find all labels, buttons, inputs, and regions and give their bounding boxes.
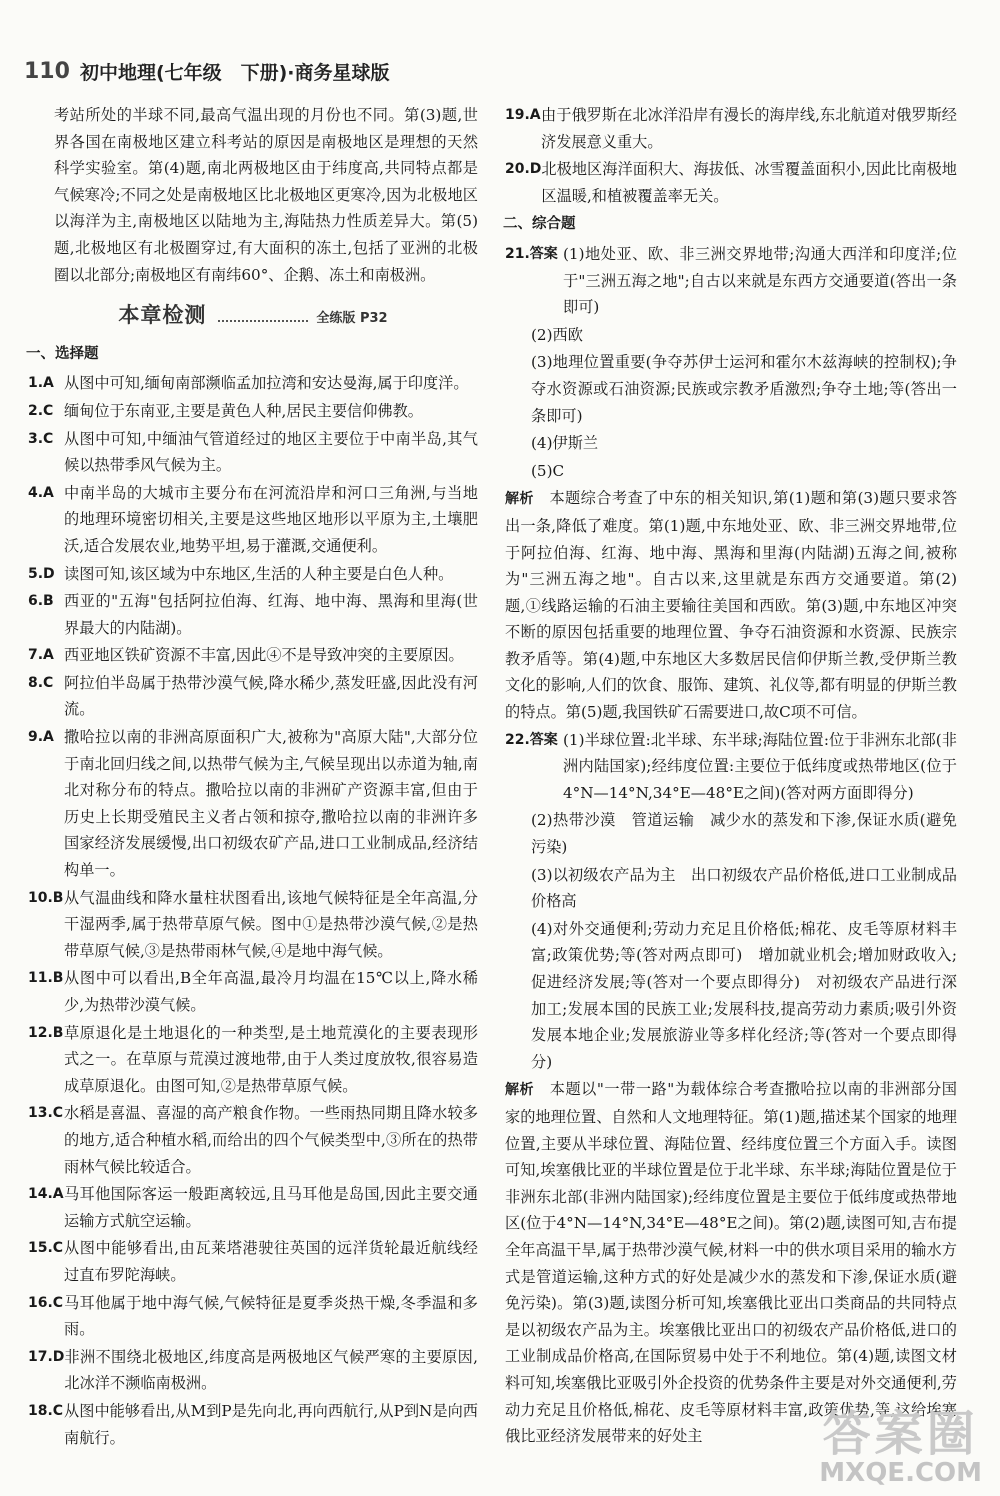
answer-part: (3)以初级农产品为主 出口初级农产品价格低,进口工业制成品价格高 bbox=[531, 865, 957, 911]
answer-item bbox=[28, 588, 478, 641]
answer-text: 从图中能够看出,从M到P是先向北,再向西航行,从P到N是向西南航行。 bbox=[64, 1401, 478, 1447]
question-number: 16.C bbox=[28, 1294, 64, 1311]
answer-text: 水稻是喜温、喜湿的高产粮食作物。一些雨热同期且降水较多的地方,适合种植水稻,而给出的四个气候类型中,③所在的热带雨林气候比较适合。 bbox=[64, 1104, 478, 1176]
analysis-label: 解析 bbox=[505, 491, 534, 508]
answer-part: (3)地理位置重要(争夺苏伊士运河和霍尔木兹海峡的控制权);争夺水资源或石油资源;民族或宗教矛盾激烈;争夺土地;等(答出一条即可) bbox=[531, 353, 957, 425]
book-title: 初中地理(七年级 下册)·商务星球版 bbox=[79, 62, 390, 84]
intro-paragraph: 考站所处的半球不同,最高气温出现的月份也不同。第(3)题,世界各国在南极地区建立科考站的原因是南极地区是理想的天然科学实验室。第(4)题,南北两极地区由于纬度高,共同特点都是气候寒冷;不同之处是南极地区比北极地区更寒冷,因为北极地区以海洋为主,南极地区以陆地为主,海陆热力性质差异大。第(5)题,北极地区有北极圈穿过,有大面积的冻土,包括了亚洲的北极圈以北部分;南极地区有南纬60°、企鹅、冻土和南极洲。 bbox=[54, 106, 478, 284]
question-number: 8.C bbox=[28, 674, 54, 691]
page-header bbox=[24, 58, 390, 85]
answer-text: 西亚地区铁矿资源不丰富,因此④不是导致冲突的主要原因。 bbox=[64, 646, 464, 665]
answer-item bbox=[28, 1100, 478, 1180]
watermark-url: MXQE.COM bbox=[819, 1458, 982, 1488]
answer-text: 从图中可以看出,B全年高温,最冷月均温在15℃以上,降水稀少,为热带沙漠气候。 bbox=[64, 969, 478, 1014]
answer-item bbox=[28, 885, 478, 965]
question-22 bbox=[505, 727, 957, 807]
answer-text: 阿拉伯半岛属于热带沙漠气候,降水稀少,蒸发旺盛,因此没有河流。 bbox=[64, 673, 478, 719]
question-number: 18.C bbox=[28, 1402, 64, 1419]
question-number: 3.C bbox=[28, 430, 54, 447]
answer-text: 草原退化是土地退化的一种类型,是土地荒漠化的主要表现形式之一。在草原与荒漠过渡地带,由于人类过度放牧,很容易造成草原退化。由图可知,②是热带草原气候。 bbox=[64, 1023, 478, 1095]
answer-text: 从图中可知,缅甸南部濒临孟加拉湾和安达曼海,属于印度洋。 bbox=[64, 374, 469, 393]
answer-item bbox=[505, 156, 957, 209]
answer-item bbox=[28, 724, 478, 884]
analysis-text: 本题综合考查了中东的相关知识,第(1)题和第(3)题只要求答出一条,降低了难度。第(1)题,中东地处亚、欧、非三洲交界地带,位于阿拉伯海、红海、地中海、黑海和里海(内陆湖)五海之间,被称为"三洲五海之地"。自古以来,这里就是东西方交通要道。第(2)题,①线路运输的石油主要输往美国和西欧。第(3)题,中东地区冲突不断的原因包括重要的地理位置、争夺石油资源和水资源、民族宗教矛盾等。第(4)题,中东地区大多数居民信仰伊斯兰教,受伊斯兰教文化的影响,人们的饮食、服饰、建筑、礼仪等,都有明显的伊斯兰教的特点。第(5)题,我国铁矿石需要进口,故C项不可信。 bbox=[505, 489, 958, 722]
answer-text: 西亚的"五海"包括阿拉伯海、红海、地中海、黑海和里海(世界最大的内陆湖)。 bbox=[64, 592, 478, 637]
choice-answer-list bbox=[28, 370, 478, 1451]
answer-item bbox=[28, 670, 478, 723]
answer-part: (2)西欧 bbox=[531, 325, 583, 344]
choice-answer-list-cont bbox=[505, 102, 957, 209]
section-heading-choice: 一、选择题 bbox=[26, 345, 99, 362]
question-number: 4.A bbox=[28, 484, 54, 501]
answer-item bbox=[28, 1181, 478, 1234]
answer-text: 从气温曲线和降水量柱状图看出,该地气候特征是全年高温,分干湿两季,属于热带草原气候。图中①是热带沙漠气候,②是热带草原气候,③是热带雨林气候,④是地中海气候。 bbox=[64, 888, 478, 960]
question-number: 11.B bbox=[28, 970, 64, 987]
answer-item bbox=[28, 965, 478, 1018]
answer-part: (4)对外交通便利;劳动力充足且价格低;棉花、皮毛等原材料丰富;政策优势;等(答对两点即可) 增加就业机会;增加财政收入;促进经济发展;等(答对一个要点即得分) 对初级农产品进行深加工;发展本国的民族工业;发展科技,提高劳动力素质;吸引外资发展本地企业;发展旅游业等多样化经济;等(答对一个要点即得分) bbox=[531, 919, 957, 1071]
right-column bbox=[505, 102, 957, 1451]
answer-part: (4)伊斯兰 bbox=[531, 434, 599, 453]
answer-item bbox=[28, 1020, 478, 1100]
section-heading-comprehensive: 二、综合题 bbox=[503, 216, 576, 233]
answer-item bbox=[505, 102, 957, 155]
answer-item bbox=[28, 1344, 478, 1397]
question-number: 7.A bbox=[28, 647, 54, 664]
question-number: 12.B bbox=[28, 1024, 64, 1041]
answer-part: (2)热带沙漠 管道运输 减少水的蒸发和下渗,保证水质(避免污染) bbox=[531, 811, 957, 857]
question-number: 22.答案 bbox=[505, 731, 558, 748]
answer-text: 马耳他属于地中海气候,气候特征是夏季炎热干燥,冬季温和多雨。 bbox=[64, 1293, 478, 1339]
answer-item bbox=[28, 370, 478, 397]
answer-text: 马耳他国际客运一般距离较远,且马耳他是岛国,因此主要交通运输方式航空运输。 bbox=[64, 1185, 478, 1230]
answer-text: 非洲不围绕北极地区,纬度高是两极地区气候严寒的主要原因,北冰洋不濒临南极洲。 bbox=[64, 1347, 478, 1393]
analysis-paragraph bbox=[505, 485, 957, 725]
answer-text: 北极地区海洋面积大、海拔低、冰雪覆盖面积小,因此比南极地区温暖,和植被覆盖率无关。 bbox=[541, 160, 957, 205]
answer-item bbox=[28, 1290, 478, 1343]
chapter-title: 本章检测 bbox=[118, 303, 207, 328]
left-column bbox=[28, 102, 478, 1452]
watermark bbox=[819, 1395, 982, 1488]
answer-item bbox=[28, 642, 478, 669]
question-number: 6.B bbox=[28, 593, 54, 610]
question-number: 9.A bbox=[28, 729, 54, 746]
analysis-paragraph bbox=[505, 1076, 957, 1449]
question-number: 19.A bbox=[505, 107, 541, 123]
question-number: 2.C bbox=[28, 402, 54, 419]
chapter-ref: 全练版 P32 bbox=[316, 311, 388, 327]
answer-part: (1)半球位置:北半球、东半球;海陆位置:位于非洲东北部(非洲内陆国家);经纬度位置:主要位于低纬度或热带地区(位于4°N—14°N,34°E—48°E之间)(答对两方面即得分) bbox=[563, 730, 957, 802]
answer-text: 读图可知,该区域为中东地区,生活的人种主要是白色人种。 bbox=[64, 564, 454, 583]
answer-text: 缅甸位于东南亚,主要是黄色人种,居民主要信仰佛教。 bbox=[64, 401, 423, 420]
answer-text: 从图中可知,中缅油气管道经过的地区主要位于中南半岛,其气候以热带季风气候为主。 bbox=[64, 429, 478, 475]
answer-text: 由于俄罗斯在北冰洋沿岸有漫长的海岸线,东北航道对俄罗斯经济发展意义重大。 bbox=[541, 106, 957, 151]
leader-dots bbox=[218, 320, 308, 322]
chapter-heading bbox=[28, 302, 478, 333]
answer-text: 中南半岛的大城市主要分布在河流沿岸和河口三角洲,与当地的地理环境密切相关,主要是这些地区地形以平原为主,土壤肥沃,适合发展农业,地势平坦,易于灌溉,交通便利。 bbox=[64, 483, 478, 555]
question-number: 10.B bbox=[28, 889, 64, 906]
answer-part: (5)C bbox=[531, 461, 565, 480]
analysis-text: 本题以"一带一路"为载体综合考查撒哈拉以南的非洲部分国家的地理位置、自然和人文地理特征。第(1)题,描述某个国家的地理位置,主要从半球位置、海陆位置、经纬度位置三个方面入手。读图可知,埃塞俄比亚的半球位置是位于北半球、东半球;海陆位置是位于非洲东北部(非洲内陆国家);经纬度位置是主要位于低纬度或热带地区(位于4°N—14°N,34°E—48°E之间)。第(2)题,读图可知,吉布提全年高温干旱,属于热带沙漠气候,材料一中的供水项目采用的输水方式是管道运输,这种方式的好处是减少水的蒸发和下渗,保证水质(避免污染)。第(3)题,读图分析可知,埃塞俄比亚出口类商品的共同特点是以初级农产品为主。埃塞俄比亚出口的初级农产品价格低,进口的工业制成品价格高,在国际贸易中处于不利地位。第(4)题,读图文材料可知,埃塞俄比亚吸引外企投资的优势条件主要是对外交通便利,劳动力充足且价格低,棉花、皮毛等原材料丰富,政策优势,等,这给埃塞俄比亚经济发展带来的好处主 bbox=[505, 1080, 957, 1446]
question-21 bbox=[505, 241, 957, 321]
question-number: 20.D bbox=[505, 161, 542, 178]
answer-item bbox=[28, 426, 478, 479]
answer-part: (1)地处亚、欧、非三洲交界地带;沟通大西洋和印度洋;位于"三洲五海之地";自古以来就是东西方交通要道(答出一条即可) bbox=[563, 244, 957, 317]
answer-item bbox=[28, 1398, 478, 1451]
question-number: 1.A bbox=[28, 375, 54, 392]
answer-item bbox=[28, 480, 478, 560]
question-number: 21.答案 bbox=[505, 245, 558, 262]
answer-item bbox=[28, 398, 478, 425]
answer-text: 撒哈拉以南的非洲高原面积广大,被称为"高原大陆",大部分位于南北回归线之间,以热带气候为主,气候呈现出以赤道为轴,南北对称分布的特点。撒哈拉以南的非洲矿产资源丰富,但由于历史上长期受殖民主义者占领和掠夺,撒哈拉以南的非洲许多国家经济发展缓慢,出口初级农矿产品,进口工业制成品,经济结构单一。 bbox=[64, 728, 478, 880]
question-number: 15.C bbox=[28, 1240, 64, 1257]
watermark-logo: 答案圈 bbox=[822, 1406, 979, 1462]
question-number: 5.D bbox=[28, 565, 55, 582]
analysis-label: 解析 bbox=[505, 1082, 535, 1099]
answer-text: 从图中能够看出,由瓦莱塔港驶往英国的远洋货轮最近航线经过直布罗陀海峡。 bbox=[64, 1239, 478, 1284]
question-number: 14.A bbox=[28, 1186, 64, 1203]
question-number: 13.C bbox=[28, 1105, 64, 1122]
page-number: 110 bbox=[24, 59, 70, 84]
answer-item bbox=[28, 1235, 478, 1288]
answer-item bbox=[28, 561, 478, 588]
question-number: 17.D bbox=[28, 1348, 65, 1365]
